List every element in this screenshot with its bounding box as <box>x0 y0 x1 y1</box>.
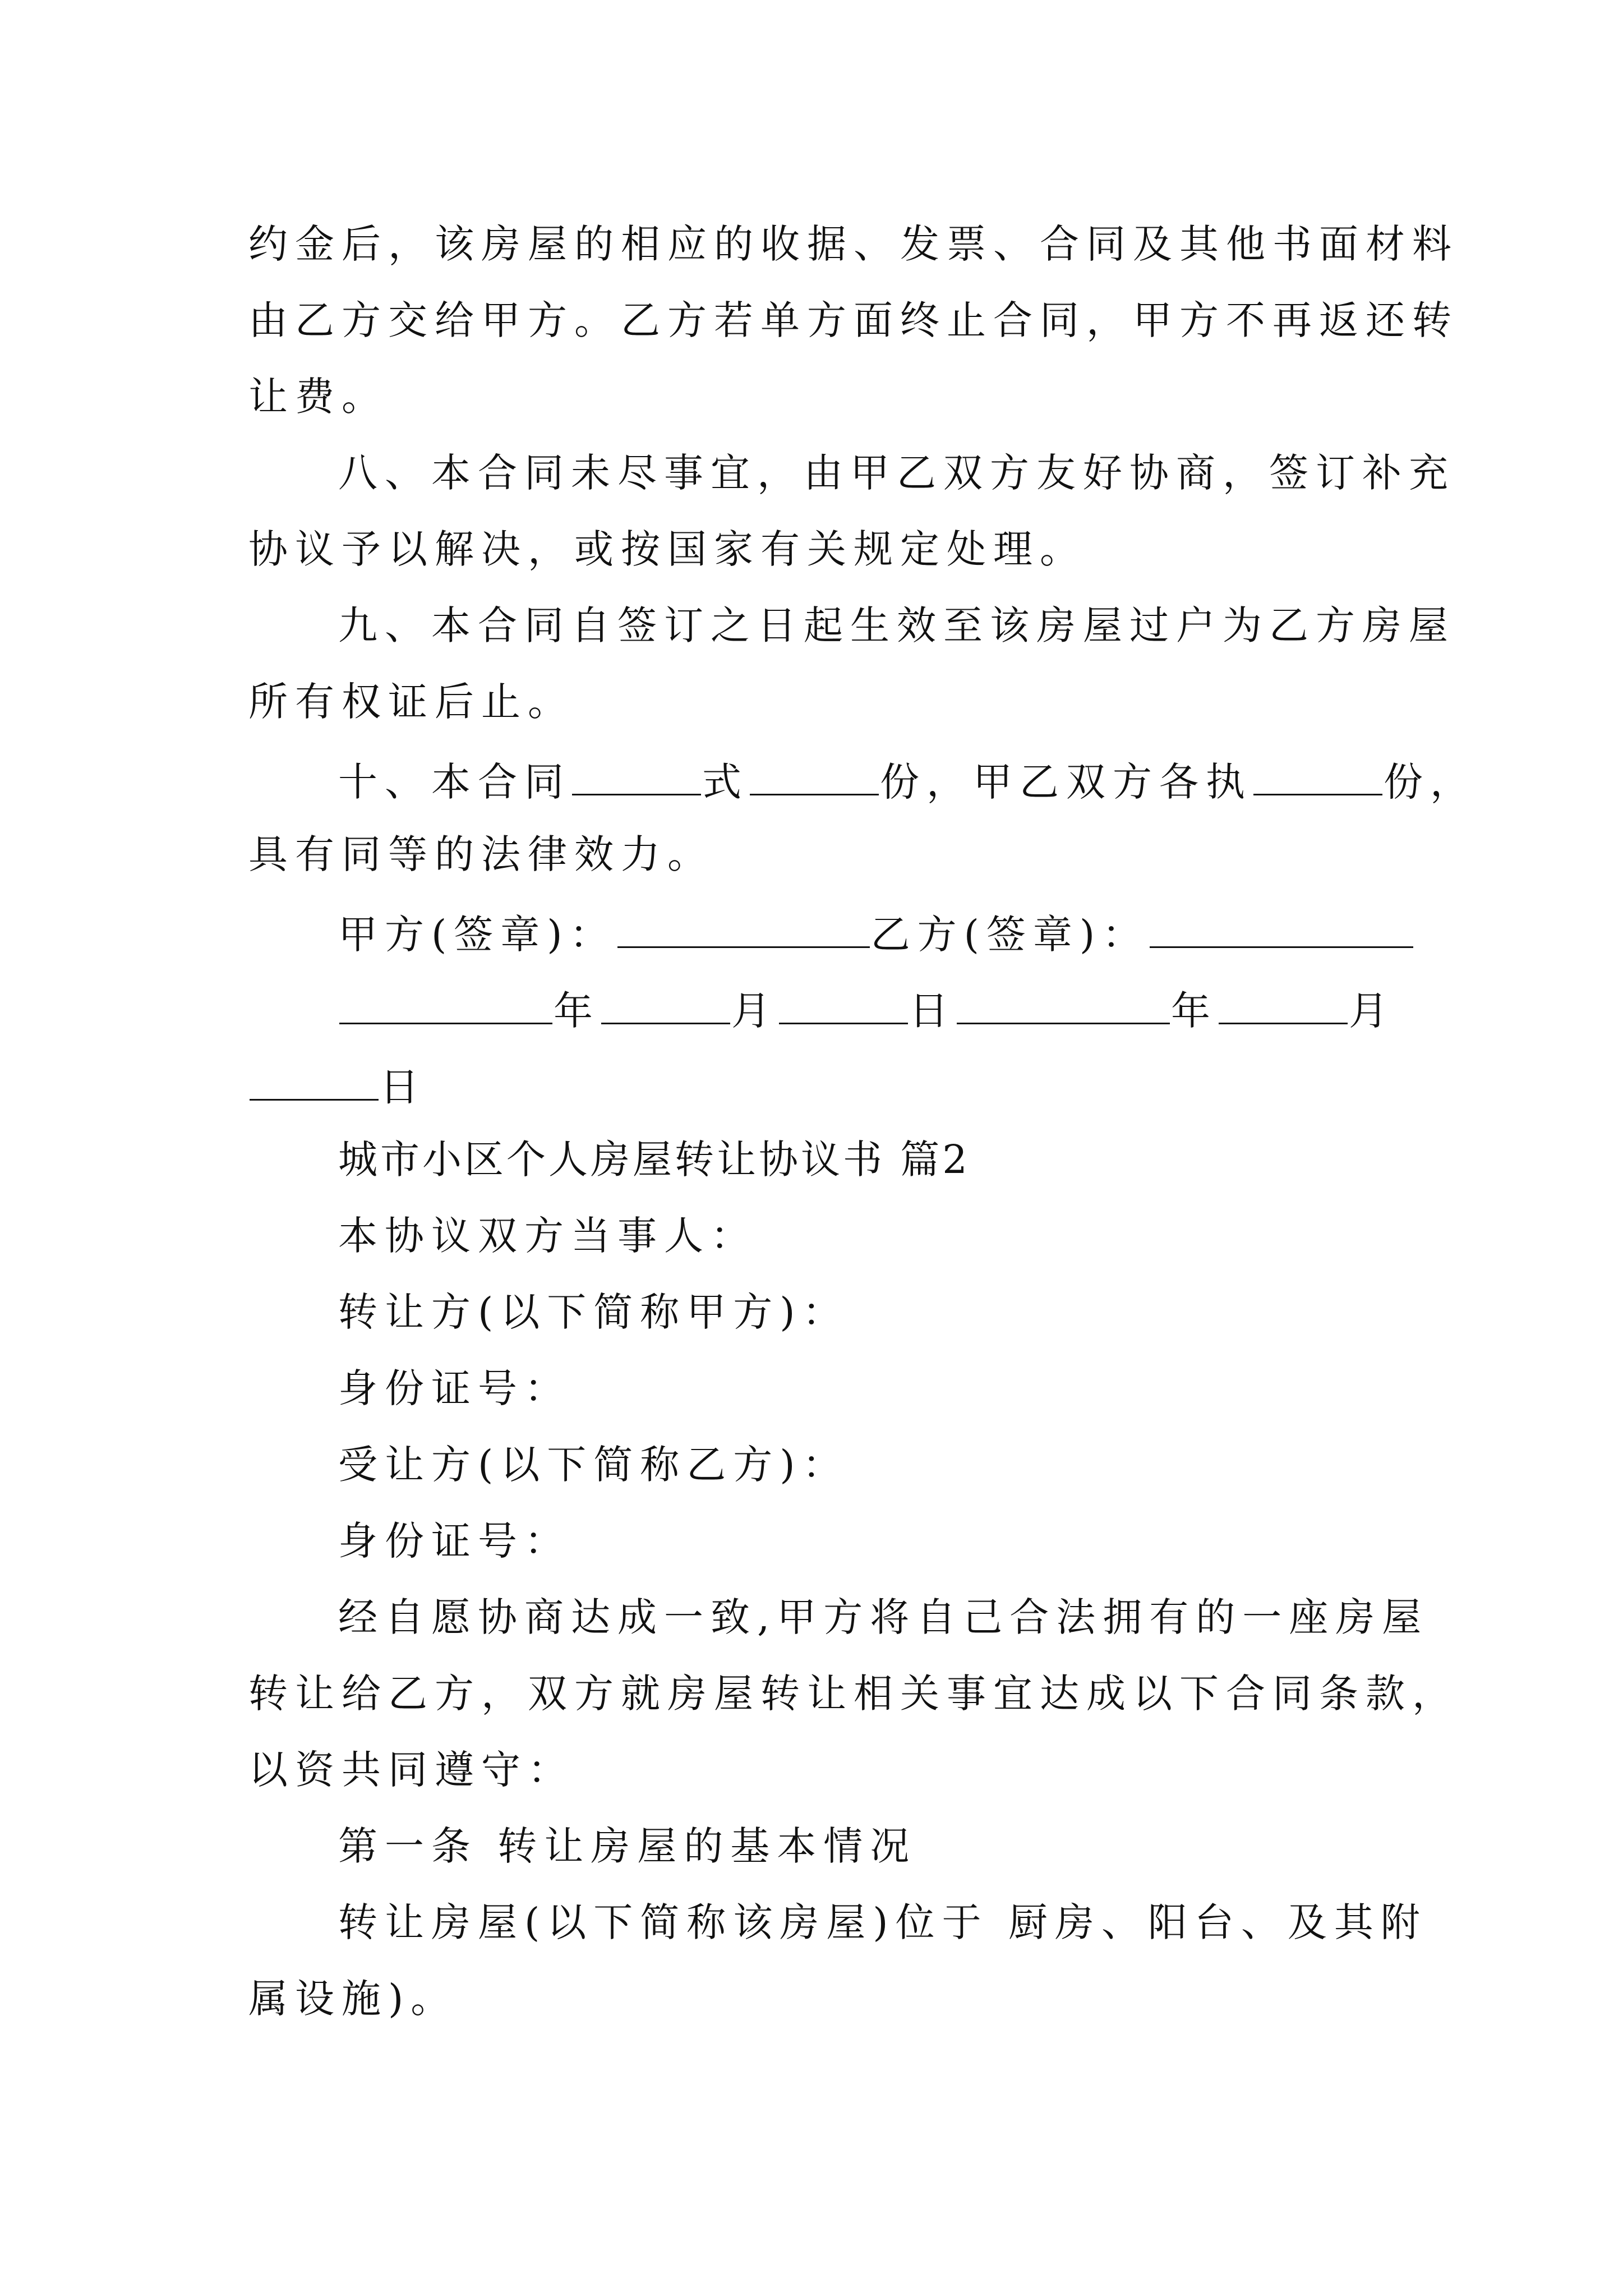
clause-ten-prefix: 十、本合同 <box>338 759 571 805</box>
clause-nine-line: 九、本合同自签订之日起生效至该房屋过户为乙方房屋 <box>338 602 1455 648</box>
intro-line: 以资共同遵守： <box>248 1747 574 1793</box>
party-b-signature-label: 乙方(签章)： <box>870 912 1149 958</box>
intro-line: 经自愿协商达成一致,甲方将自己合法拥有的一座房屋 <box>338 1594 1429 1640</box>
year-label: 年 <box>554 988 600 1034</box>
clause-ten-style-word: 式 <box>702 759 749 805</box>
day-label: 日 <box>380 1064 426 1110</box>
day-label: 日 <box>909 988 956 1034</box>
clause-ten-line <box>338 758 1477 805</box>
transferor-label: 转让方(以下简称甲方)： <box>338 1289 849 1335</box>
month-label: 月 <box>1349 988 1395 1034</box>
signature-line <box>338 911 1471 958</box>
clause-ten-suffix: 份， <box>1384 759 1477 805</box>
article-title: 第一条 转让房屋的基本情况 <box>338 1823 917 1869</box>
party-a-signature-label: 甲方(签章)： <box>338 912 616 958</box>
date-blank <box>250 1064 379 1101</box>
date-line <box>248 1064 1381 1110</box>
paragraph-line: 约金后，该房屋的相应的收据、发票、合同及其他书面材料 <box>248 221 1459 267</box>
clause-ten-line: 具有同等的法律效力。 <box>248 831 714 877</box>
parties-heading: 本协议双方当事人： <box>338 1213 757 1259</box>
date-line <box>338 987 1471 1034</box>
clause-eight-line: 八、本合同未尽事宜，由甲乙双方友好协商，签订补充 <box>338 450 1455 496</box>
section-title: 城市小区个人房屋转让协议书 篇2 <box>338 1137 970 1182</box>
clause-eight-line: 协议予以解决，或按国家有关规定处理。 <box>248 526 1086 572</box>
date-blank <box>779 987 908 1024</box>
date-blank <box>1219 987 1348 1024</box>
month-label: 月 <box>731 988 778 1034</box>
blank-underline <box>572 758 701 795</box>
paragraph-line: 让费。 <box>248 374 388 420</box>
year-label: 年 <box>1171 988 1218 1034</box>
signature-blank <box>1150 911 1413 948</box>
blank-underline <box>750 758 879 795</box>
article-line: 属设施)。 <box>248 1976 458 2022</box>
id-number-label: 身份证号： <box>338 1365 571 1411</box>
clause-ten-copies-word: 份，甲乙双方各执 <box>880 759 1252 805</box>
paragraph-line: 由乙方交给甲方。乙方若单方面终止合同，甲方不再返还转 <box>248 297 1459 343</box>
id-number-label: 身份证号： <box>338 1518 571 1564</box>
clause-nine-line: 所有权证后止。 <box>248 679 574 725</box>
article-line: 转让房屋(以下简称该房屋)位于 厨房、阳台、及其附 <box>338 1899 1427 1945</box>
intro-line: 转让给乙方，双方就房屋转让相关事宜达成以下合同条款， <box>248 1671 1459 1717</box>
date-blank <box>601 987 730 1024</box>
date-blank <box>339 987 552 1024</box>
blank-underline <box>1253 758 1382 795</box>
date-blank <box>957 987 1170 1024</box>
transferee-label: 受让方(以下简称乙方)： <box>338 1442 849 1488</box>
signature-blank <box>617 911 870 948</box>
